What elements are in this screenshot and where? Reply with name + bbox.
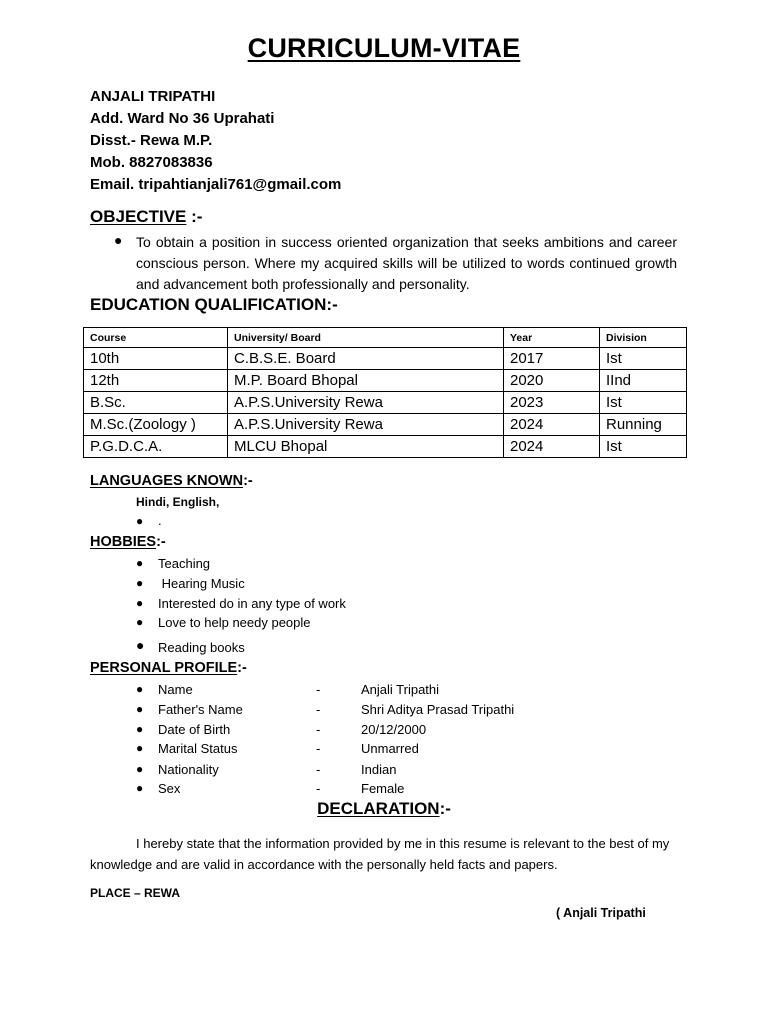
- declaration-heading-suffix: :-: [439, 799, 451, 818]
- division-cell: IInd: [600, 370, 687, 392]
- district: Disst.- Rewa M.P.: [90, 132, 213, 149]
- profile-separator: -: [316, 682, 321, 697]
- profile-label: Nationality: [158, 762, 219, 777]
- table-row: [84, 370, 687, 392]
- declaration-heading: [0, 799, 768, 819]
- profile-value: Anjali Tripathi: [361, 682, 440, 697]
- bullet-icon: ●: [136, 514, 144, 528]
- bullet-icon: ●: [136, 722, 144, 736]
- profile-separator: -: [316, 722, 321, 737]
- division-cell: Running: [600, 414, 687, 436]
- column-header: Year: [504, 328, 600, 348]
- signature-text: ( Anjali Tripathi: [556, 906, 646, 920]
- contact-block: [90, 86, 341, 196]
- education-table: [83, 327, 687, 458]
- profile-separator: -: [316, 702, 321, 717]
- year-cell: 2024: [504, 436, 600, 458]
- hobbies-heading-suffix: :-: [156, 534, 166, 550]
- languages-heading-suffix: :-: [243, 473, 253, 489]
- profile-separator: -: [316, 762, 321, 777]
- hobby-text: Teaching: [158, 556, 211, 571]
- profile-value: Unmarred: [361, 741, 419, 756]
- bullet-icon: ●: [136, 556, 144, 570]
- column-header: University/ Board: [228, 328, 504, 348]
- division-cell: Ist: [600, 348, 687, 370]
- email: Email. tripahtianjali761@gmail.com: [90, 176, 342, 193]
- bullet-icon: ●: [136, 741, 144, 755]
- objective-heading: [90, 207, 202, 227]
- profile-label: Sex: [158, 781, 181, 796]
- declaration-heading-text: DECLARATION: [317, 799, 440, 818]
- profile-separator: -: [316, 741, 321, 756]
- objective-bullet: [114, 232, 677, 295]
- profile-list: [90, 682, 690, 800]
- profile-label: Date of Birth: [158, 722, 231, 737]
- objective-heading-text: OBJECTIVE: [90, 207, 187, 226]
- board-cell: M.P. Board Bhopal: [228, 370, 504, 392]
- year-cell: 2024: [504, 414, 600, 436]
- objective-text: To obtain a position in success oriented organization that seeks ambitions and career conscious person. Where my acquired skills will be utilized to words continued growth and advancement both professionally and personality.: [136, 234, 677, 292]
- languages-heading: [90, 473, 253, 489]
- course-cell: 12th: [84, 370, 228, 392]
- profile-heading: [90, 660, 247, 676]
- course-cell: M.Sc.(Zoology ): [84, 414, 228, 436]
- mobile: Mob. 8827083836: [90, 154, 213, 171]
- column-header: Division: [600, 328, 687, 348]
- profile-heading-suffix: :-: [237, 660, 247, 676]
- table-header-row: [84, 328, 687, 348]
- table-row: [84, 414, 687, 436]
- bullet-icon: ●: [136, 682, 144, 696]
- bullet-icon: ●: [136, 615, 144, 629]
- division-cell: Ist: [600, 436, 687, 458]
- division-cell: Ist: [600, 392, 687, 414]
- languages-text: Hindi, English,: [136, 495, 220, 509]
- profile-separator: -: [316, 781, 321, 796]
- hobbies-heading-text: HOBBIES: [90, 534, 157, 550]
- column-header: Course: [84, 328, 228, 348]
- bullet-icon: ●: [136, 576, 144, 590]
- hobby-text: Love to help needy people: [158, 615, 311, 630]
- candidate-name: ANJALI TRIPATHI: [90, 88, 216, 105]
- year-cell: 2020: [504, 370, 600, 392]
- bullet-icon: ●: [136, 702, 144, 716]
- course-cell: 10th: [84, 348, 228, 370]
- table-row: [84, 436, 687, 458]
- course-cell: B.Sc.: [84, 392, 228, 414]
- bullet-icon: ●: [136, 637, 145, 653]
- board-cell: A.P.S.University Rewa: [228, 392, 504, 414]
- hobby-text: Hearing Music: [158, 576, 245, 591]
- languages-extra-text: .: [158, 513, 162, 528]
- address: Add. Ward No 36 Uprahati: [90, 110, 275, 127]
- hobby-text: Interested do in any type of work: [158, 596, 346, 611]
- year-cell: 2017: [504, 348, 600, 370]
- education-heading-text: EDUCATION QUALIFICATION: [90, 295, 327, 314]
- declaration-text: I hereby state that the information provided by me in this resume is relevant to the best of my knowledge and are valid in accordance with the personally held facts and papers.: [90, 836, 670, 872]
- objective-heading-suffix: :-: [186, 207, 203, 226]
- hobby-text: Reading books: [158, 640, 245, 655]
- profile-value: 20/12/2000: [361, 722, 427, 737]
- profile-value: Shri Aditya Prasad Tripathi: [361, 702, 515, 717]
- bullet-icon: ●: [114, 232, 123, 248]
- year-cell: 2023: [504, 392, 600, 414]
- hobbies-heading: [90, 534, 166, 550]
- profile-value: Female: [361, 781, 405, 796]
- profile-value: Indian: [361, 762, 397, 777]
- bullet-icon: ●: [136, 596, 144, 610]
- table-row: [84, 348, 687, 370]
- profile-label: Father's Name: [158, 702, 243, 717]
- place-text: PLACE – REWA: [90, 886, 181, 900]
- bullet-icon: ●: [136, 762, 144, 776]
- board-cell: C.B.S.E. Board: [228, 348, 504, 370]
- board-cell: A.P.S.University Rewa: [228, 414, 504, 436]
- course-cell: P.G.D.C.A.: [84, 436, 228, 458]
- board-cell: MLCU Bhopal: [228, 436, 504, 458]
- profile-label: Marital Status: [158, 741, 238, 756]
- profile-heading-text: PERSONAL PROFILE: [90, 660, 238, 676]
- table-row: [84, 392, 687, 414]
- profile-label: Name: [158, 682, 193, 697]
- hobbies-list: [90, 556, 590, 660]
- page-title: CURRICULUM-VITAE: [247, 33, 521, 63]
- languages-extra-bullet: [90, 513, 390, 533]
- languages-heading-text: LANGUAGES KNOWN: [90, 473, 244, 489]
- bullet-icon: ●: [136, 781, 144, 795]
- education-heading-suffix: :-: [326, 295, 338, 314]
- education-heading: [90, 295, 338, 315]
